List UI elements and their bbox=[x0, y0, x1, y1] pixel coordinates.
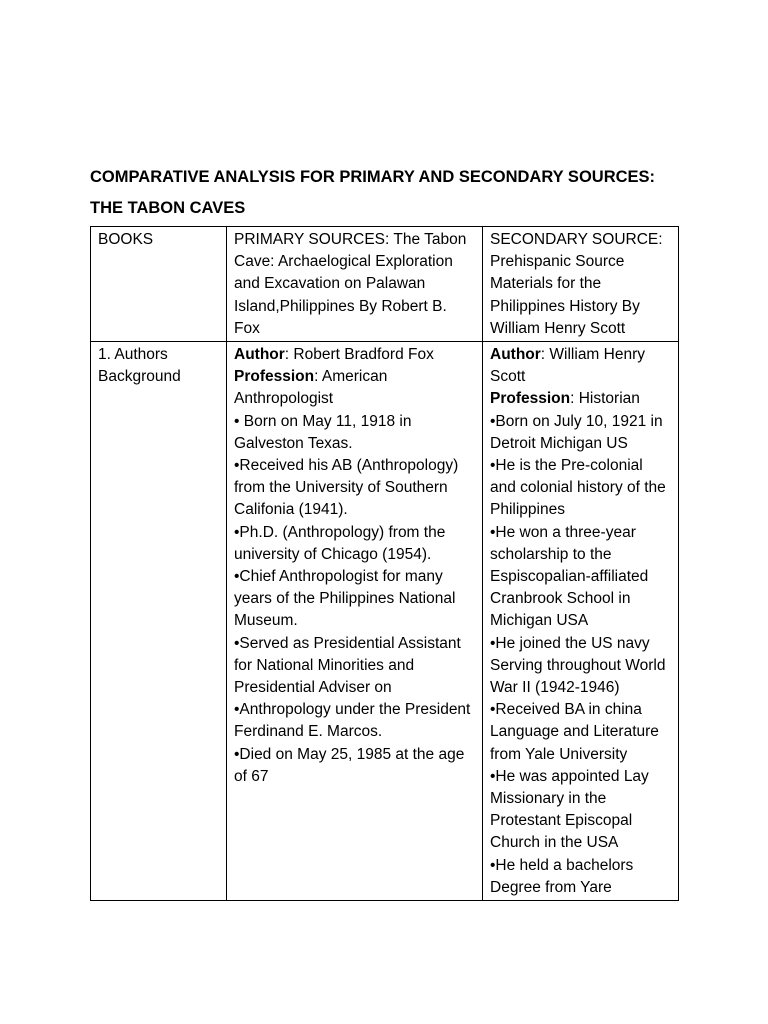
table-row bbox=[91, 342, 679, 901]
document-title-line-2: THE TABON CAVES bbox=[90, 199, 246, 217]
document-title-line-1: COMPARATIVE ANALYSIS FOR PRIMARY AND SECONDARY SOURCES: bbox=[90, 168, 656, 186]
secondary-profession-line bbox=[490, 388, 672, 410]
secondary-bullet: •He held a bachelors Degree from Yare bbox=[490, 856, 634, 896]
row-label-authors-background: 1. Authors Background bbox=[91, 342, 227, 901]
primary-bullet: •Received his AB (Anthropology) from the University of Southern Califonia (1941). bbox=[234, 457, 459, 519]
primary-author-line bbox=[234, 344, 476, 366]
table-header-row bbox=[91, 227, 679, 342]
primary-bullet: •Ph.D. (Anthropology) from the university of Chicago (1954). bbox=[234, 523, 446, 563]
secondary-author-value: : William Henry Scott bbox=[490, 346, 645, 386]
primary-author-cell bbox=[227, 342, 483, 901]
secondary-author-key: Author bbox=[490, 346, 541, 364]
secondary-bullet: •He joined the US navy Serving throughout World War II (1942-1946) bbox=[490, 634, 666, 697]
document-title bbox=[90, 162, 690, 224]
primary-profession-key: Profession bbox=[234, 368, 315, 386]
comparison-table bbox=[90, 226, 679, 901]
primary-bullet: •Anthropology under the President Ferdinand E. Marcos. bbox=[234, 701, 471, 741]
secondary-profession-key: Profession bbox=[490, 390, 571, 408]
secondary-author-cell bbox=[483, 342, 679, 901]
secondary-bullet: •He was appointed Lay Missionary in the Protestant Episcopal Church in the USA bbox=[490, 767, 649, 852]
primary-author-key: Author bbox=[234, 346, 285, 364]
secondary-bullet: •He won a three-year scholarship to the Espiscopalian-affiliated Cranbrook School in Michigan USA bbox=[490, 523, 649, 630]
secondary-bullet: •Born on July 10, 1921 in Detroit Michigan US bbox=[490, 412, 663, 452]
secondary-bullet: •Received BA in china Language and Literature from Yale University bbox=[490, 701, 659, 763]
header-primary-source: PRIMARY SOURCES: The Tabon Cave: Archaelogical Exploration and Excavation on Palawan Island,Philippines By Robert B. Fox bbox=[227, 227, 483, 342]
primary-profession-value: : American Anthropologist bbox=[234, 368, 388, 408]
primary-author-value: : Robert Bradford Fox bbox=[284, 346, 434, 364]
primary-bullet: •Died on May 25, 1985 at the age of 67 bbox=[234, 745, 465, 785]
secondary-profession-value: : Historian bbox=[570, 390, 640, 408]
header-secondary-source: SECONDARY SOURCE: Prehispanic Source Materials for the Philippines History By William Henry Scott bbox=[483, 227, 679, 342]
secondary-bullet: •He is the Pre-colonial and colonial history of the Philippines bbox=[490, 457, 666, 519]
secondary-author-line bbox=[490, 344, 672, 388]
primary-bullet: • Born on May 11, 1918 in Galveston Texas. bbox=[234, 412, 412, 452]
primary-bullet: •Chief Anthropologist for many years of the Philippines National Museum. bbox=[234, 568, 456, 630]
header-books: BOOKS bbox=[91, 227, 227, 342]
primary-bullet: •Served as Presidential Assistant for National Minorities and Presidential Adviser on bbox=[234, 634, 461, 697]
primary-profession-line bbox=[234, 366, 476, 410]
